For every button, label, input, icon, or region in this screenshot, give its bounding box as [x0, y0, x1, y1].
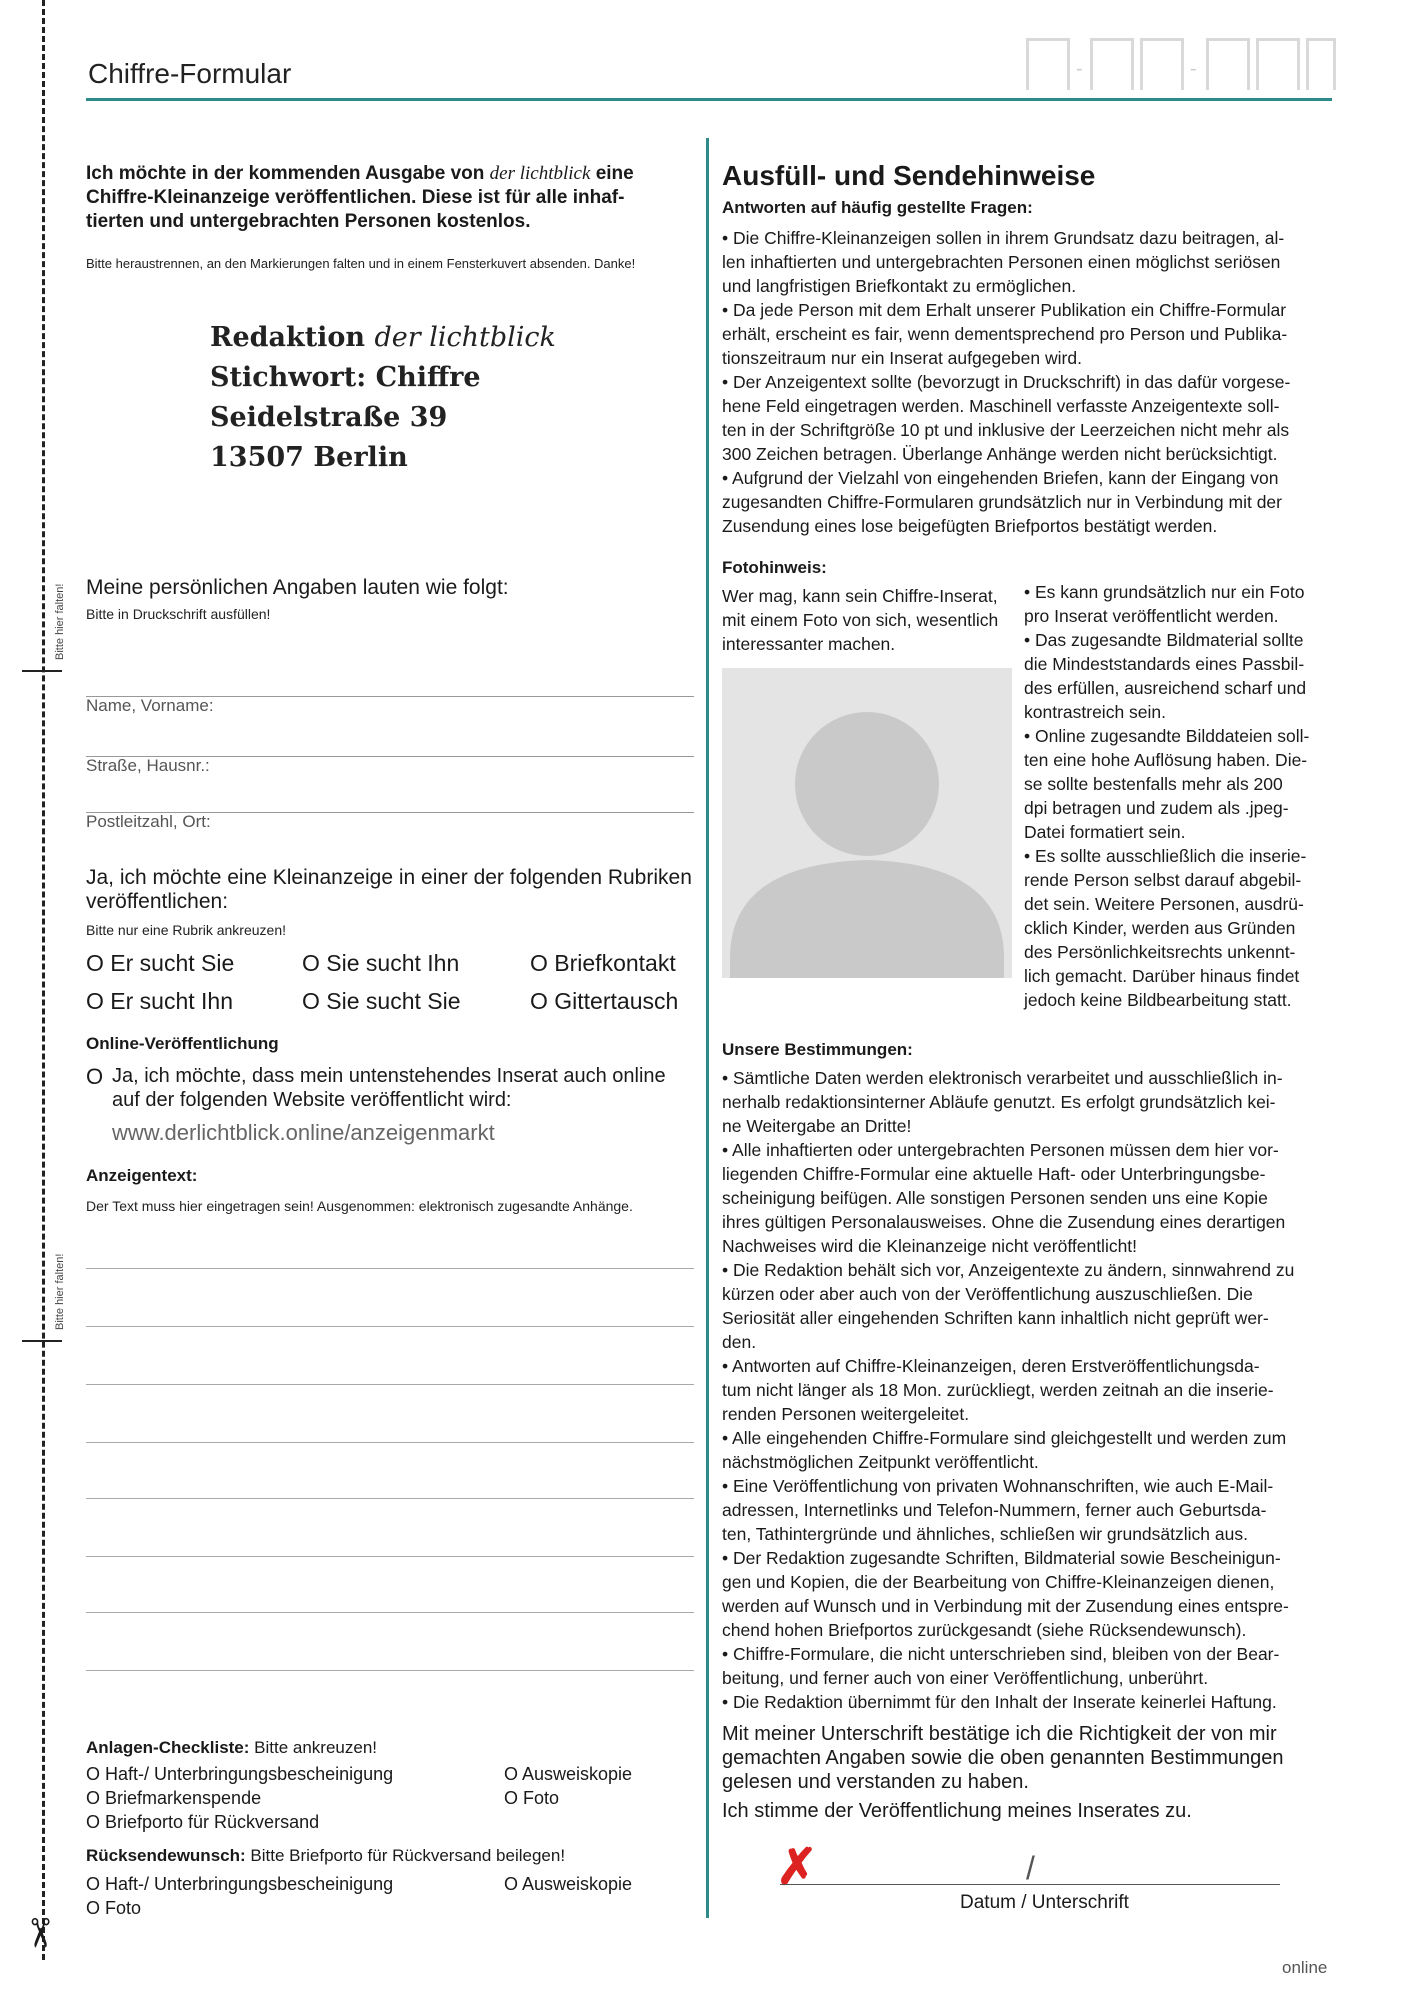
- fold-label-bottom: Bitte hier falten!: [54, 1253, 66, 1330]
- code-dash: -: [1076, 58, 1083, 80]
- personal-hint: Bitte in Druckschrift ausfüllen!: [86, 606, 271, 622]
- online-consent-text: Ja, ich möchte, dass mein untenstehendes Inserat auch online auf der folgenden Website veröffentlicht wird:: [112, 1065, 666, 1111]
- rubrik-option-er-sucht-ihn[interactable]: O Er sucht Ihn: [86, 988, 234, 1014]
- code-dash: -: [1190, 58, 1197, 80]
- intro-note: Bitte heraustrennen, an den Markierungen falten und in einem Fensterkuvert absenden. Danke!: [86, 256, 636, 271]
- city-field[interactable]: Postleitzahl, Ort:: [86, 812, 211, 831]
- rubrik-option-sie-sucht-sie[interactable]: O Sie sucht Sie: [302, 988, 461, 1014]
- checklist-heading: Anlagen-Checkliste: Bitte ankreuzen!: [86, 1738, 378, 1757]
- rubrik-option-briefkontakt[interactable]: O Briefkontakt: [530, 950, 676, 976]
- fold-label-top: Bitte hier falten!: [54, 583, 66, 660]
- checklist-item-ausweis[interactable]: O Ausweiskopie: [504, 1764, 633, 1784]
- person-silhouette-icon: [722, 668, 1012, 978]
- ad-text-line[interactable]: [86, 1442, 694, 1443]
- signature-x-mark: ✗: [776, 1839, 818, 1895]
- signature-separator: /: [1026, 1850, 1035, 1886]
- rules-heading: Unsere Bestimmungen:: [722, 1040, 913, 1059]
- confirmation-text: Mit meiner Unterschrift bestätige ich die Richtigkeit der von mir gemachten Angaben sowie die oben genannten Bestimmungen gelesen und verstanden zu haben.: [722, 1723, 1284, 1793]
- hints-title: Ausfüll- und Sendehinweise: [722, 160, 1096, 191]
- ad-text-line[interactable]: [86, 1384, 694, 1385]
- checklist-item-briefporto[interactable]: O Briefporto für Rückversand: [86, 1812, 320, 1832]
- ad-text-hint: Der Text muss hier eingetragen sein! Ausgenommen: elektronisch zugesandte Anhänge.: [86, 1198, 633, 1214]
- rubrik-hint: Bitte nur eine Rubrik ankreuzen!: [86, 922, 286, 938]
- page-title: Chiffre-Formular: [88, 58, 292, 89]
- rubrik-option-sie-sucht-ihn[interactable]: O Sie sucht Ihn: [302, 950, 460, 976]
- ad-text-line[interactable]: [86, 1556, 694, 1557]
- code-box: [1306, 38, 1336, 90]
- ad-text-line[interactable]: [86, 1326, 694, 1327]
- column-divider: [706, 138, 709, 1918]
- photo-intro: Wer mag, kann sein Chiffre-Inserat, mit einem Foto von sich, wesentlich interessanter machen.: [722, 586, 999, 654]
- signature-field[interactable]: [780, 1884, 1280, 1885]
- code-box: [1256, 38, 1300, 90]
- page-footer-label: online: [1282, 1958, 1328, 1977]
- code-box: [1206, 38, 1250, 90]
- code-box: [1090, 38, 1134, 90]
- code-box: [1140, 38, 1184, 90]
- street-field[interactable]: Straße, Hausnr.:: [86, 756, 210, 775]
- checklist-item-haft[interactable]: O Haft-/ Unterbringungsbescheinigung: [86, 1764, 394, 1784]
- ad-text-heading: Anzeigentext:: [86, 1166, 198, 1185]
- online-heading: Online-Veröffentlichung: [86, 1034, 279, 1053]
- return-item-foto[interactable]: O Foto: [86, 1898, 142, 1918]
- return-item-ausweis[interactable]: O Ausweiskopie: [504, 1874, 633, 1894]
- checklist-item-foto[interactable]: O Foto: [504, 1788, 560, 1808]
- photo-heading: Fotohinweis:: [722, 558, 827, 577]
- return-item-haft[interactable]: O Haft-/ Unterbringungsbescheinigung: [86, 1874, 394, 1894]
- rules-text: • Sämtliche Daten werden elektronisch verarbeitet und ausschließlich in- nerhalb redaktionsinterner Abläufe genutzt. Es erfolgt grundsätzlich kei- ne Weitergabe an Dritte! • Alle inhaftierten oder untergebrachten Personen müssen dem hier vor- liegenden Chiffre-Formular eine aktuelle Haft- oder Unterbringungsbe- scheinigung beifügen. Alle sonstigen Personen senden uns eine Kopie ihres gültigen Personalausweises. Ohne die Zusendung eines derartigen Nachweises wird die Kleinanzeige nicht veröffentlicht! • Die Redaktion behält sich vor, Anzeigentexte zu ändern, sinnwahrend zu kürzen oder aber auch von der Veröffentlichung auszuschließen. Die Seriosität aller eingehenden Schriften kann inhaltlich nicht geprüft wer- den. • Antworten auf Chiffre-Kleinanzeigen, deren Erstveröffentlichungsda- tum nicht länger als 18 Mon. zurückliegt, werden zeitnah an die inserie- renden Personen weitergeleitet. • Alle eingehenden Chiffre-Formulare sind gleichgestellt und werden zum nächstmöglichen Zeitpunkt veröffentlicht. • Eine Veröffentlichung von privaten Wohnanschriften, wie auch E-Mail- adressen, Internetlinks und Telefon-Nummern, ferner auch Geburtsda- ten, Tathintergründe und ähnliches, schließen wir grundsätzlich aus. • Der Redaktion zugesandte Schriften, Bildmaterial sowie Bescheinigun- gen und Kopien, die der Bearbeitung von Chiffre-Kleinanzeigen dienen, werden auf Wunsch und in Verbindung mit der Zusendung eines entspre- chend hohen Briefportos zurückgesandt (siehe Rücksendewunsch). • Chiffre-Formulare, die nicht unterschrieben sind, bleiben von der Bear- beitung, und ferner auch von einer Veröffentlichung, unberührt. • Die Redaktion übernimmt für den Inhalt der Inserate keinerlei Haftung.: [722, 1068, 1295, 1712]
- online-checkbox[interactable]: O: [86, 1064, 104, 1089]
- photo-rules: • Es kann grundsätzlich nur ein Foto pro Inserat veröffentlicht werden. • Das zugesandte Bildmaterial sollte die Mindeststandards eines Passbil- des erfüllen, ausreichend scharf und kontrastreich sein. • Online zugesandte Bilddateien soll- ten eine hohe Auflösung haben. Die- se sollte bestenfalls mehr als 200 dpi betragen und zudem als .jpeg- Datei formatiert sein. • Es sollte ausschließlich die inserie- rende Person selbst darauf abgebil- det sein. Weitere Personen, ausdrü- cklich Kinder, werden aus Gründen des Persönlichkeitsrechts unkennt- lich gemacht. Darüber hinaus findet jedoch keine Bildbearbeitung statt.: [1024, 582, 1310, 1010]
- personal-heading: Meine persönlichen Angaben lauten wie folgt:: [86, 576, 509, 599]
- intro-text: Ich möchte in der kommenden Ausgabe von der lichtblick eine Chiffre-Kleinanzeige veröffentlichen. Diese ist für alle inhaf- tierten und untergebrachten Personen kostenlos.: [86, 163, 634, 232]
- checklist-item-briefmarken[interactable]: O Briefmarkenspende: [86, 1788, 262, 1808]
- ad-text-line[interactable]: [86, 1612, 694, 1613]
- name-field[interactable]: Name, Vorname:: [86, 696, 214, 715]
- online-url[interactable]: www.derlichtblick.online/anzeigenmarkt: [112, 1120, 495, 1145]
- signature-label: Datum / Unterschrift: [960, 1892, 1129, 1913]
- ad-text-line[interactable]: [86, 1268, 694, 1269]
- faq-heading: Antworten auf häufig gestellte Fragen:: [722, 198, 1033, 217]
- photo-placeholder: [722, 668, 1012, 978]
- fold-mark-bottom: [22, 1340, 62, 1342]
- scissors-icon: ✂: [16, 1916, 61, 1950]
- rubrik-option-gittertausch[interactable]: O Gittertausch: [530, 988, 679, 1014]
- return-heading: Rücksendewunsch: Bitte Briefporto für Rückversand beilegen!: [86, 1846, 566, 1865]
- faq-text: • Die Chiffre-Kleinanzeigen sollen in ihrem Grundsatz dazu beitragen, al- len inhaftierten und untergebrachten Personen einen möglichst seriösen und langfristigen Briefkontakt zu ermöglichen. • Da jede Person mit dem Erhalt unserer Publikation ein Chiffre-Formular erhält, erscheint es fair, wenn dementsprechend pro Person und Publika- tionszeitraum nur ein Inserat aufgegeben wird. • Der Anzeigentext sollte (bevorzugt in Druckschrift) in das dafür vorgese- hene Feld eingetragen werden. Maschinell verfasste Anzeigentexte soll- ten in der Schriftgröße 10 pt und inklusive der Leerzeichen nicht mehr als 300 Zeichen betragen. Überlange Anhänge werden nicht berücksichtigt. • Aufgrund der Vielzahl von eingehenden Briefen, kann der Eingang von zugesandten Chiffre-Formularen grundsätzlich nur in Verbindung mit der Zusendung eines lose beigefügten Briefportos bestätigt werden.: [722, 228, 1291, 536]
- mailing-address: Redaktion der lichtblick Stichwort: Chiffre Seidelstraße 39 13507 Berlin: [210, 322, 556, 473]
- code-box: [1026, 38, 1070, 90]
- fold-mark-top: [22, 670, 62, 672]
- cut-line: [42, 0, 45, 1960]
- title-rule: [86, 98, 1332, 101]
- rubrik-option-er-sucht-sie[interactable]: O Er sucht Sie: [86, 950, 235, 976]
- ad-text-line[interactable]: [86, 1670, 694, 1671]
- rubrik-heading: Ja, ich möchte eine Kleinanzeige in einer der folgenden Rubriken veröffentlichen:: [86, 866, 692, 913]
- consent-text: Ich stimme der Veröffentlichung meines Inserates zu.: [722, 1800, 1192, 1822]
- ad-text-line[interactable]: [86, 1498, 694, 1499]
